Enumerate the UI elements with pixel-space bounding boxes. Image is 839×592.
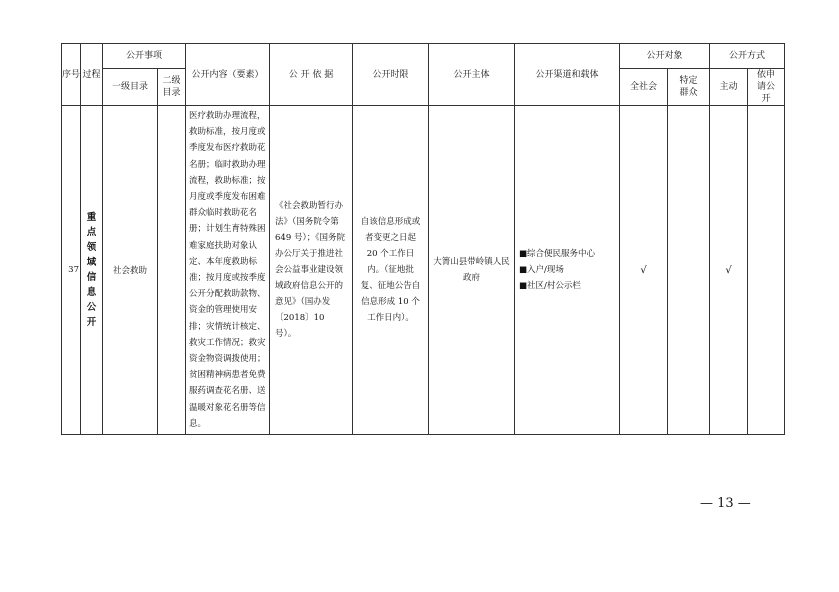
header-time: 公开时限 <box>353 44 429 106</box>
row-basis: 《社会救助暂行办法》（国务院令第 649 号）；《国务院办公厅关于推进社会公益事业建设领域政府信息公开的意见》（国办发〔2018〕10 号）。 <box>270 106 353 435</box>
row-content: 医疗救助办理流程，救助标准，按月度或季度发布医疗救助花名册；临时救助办理流程，救助标准；按月度或季度发布困难群众临时救助花名册；计划生育特殊困难家庭扶助对象认定、本年度救助标准；按月度或按季度公开分配救助款物、资金的管理使用安排；灾情统计核定、救灾工作情况；救灾资金物资调拨使用；贫困精神病患者免费服药调查花名册、送温暖对象花名册等信息。 <box>186 106 270 435</box>
row-time: 自该信息形成或者变更之日起 20 个工作日内。（征地批复、征地公告自信息形成 10 个工作日内）。 <box>353 106 429 435</box>
header-request: 依申请公开 <box>748 69 785 106</box>
row-specific-check <box>668 106 710 435</box>
header-level1: 一级目录 <box>103 69 158 106</box>
header-active: 主动 <box>710 69 748 106</box>
header-process: 过程 <box>81 44 103 106</box>
header-specific: 特定群众 <box>668 69 710 106</box>
row-channels <box>515 106 620 435</box>
row-active-check: √ <box>710 106 748 435</box>
row-level1: 社会救助 <box>103 106 158 435</box>
header-channel: 公开渠道和载体 <box>515 44 620 106</box>
row-process: 重点领域信息公开 <box>81 106 103 435</box>
table-row <box>62 106 785 435</box>
channel-item: ■综合便民服务中心 <box>519 249 596 260</box>
row-seq: 37 <box>62 106 81 435</box>
disclosure-table <box>61 43 785 435</box>
header-subject: 公开主体 <box>429 44 515 106</box>
channel-item: ■入户/现场 <box>519 265 564 276</box>
header-audience: 公开对象 <box>620 44 710 69</box>
header-item: 公开事项 <box>103 44 186 69</box>
header-level2: 二级目录 <box>158 69 186 106</box>
row-level2 <box>158 106 186 435</box>
header-row-1 <box>62 44 785 69</box>
header-seq: 序号 <box>62 44 81 106</box>
header-basis: 公 开 依 据 <box>270 44 353 106</box>
channel-item: ■社区/村公示栏 <box>519 281 581 292</box>
header-content: 公开内容（要素） <box>186 44 270 106</box>
row-society-check: √ <box>620 106 668 435</box>
header-method: 公开方式 <box>710 44 785 69</box>
row-subject: 大箐山县带岭镇人民政府 <box>429 106 515 435</box>
header-society: 全社会 <box>620 69 668 106</box>
row-request-check <box>748 106 785 435</box>
page-number: — 13 — <box>700 496 751 511</box>
